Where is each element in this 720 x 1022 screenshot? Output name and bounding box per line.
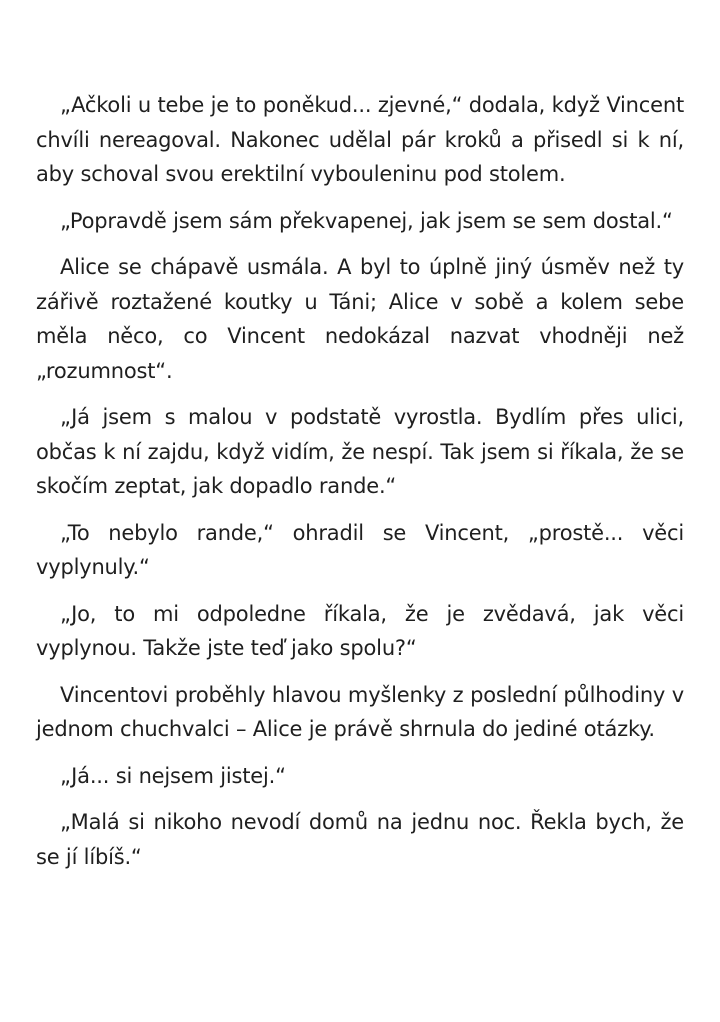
paragraph-4: „Já jsem s malou v podstatě vyrostla. Bydlím přes ulici, občas k ní zajdu, když vidím, že nespí. Tak jsem si říkala, že se skočím zeptat, jak dopadlo rande.“ (36, 405, 684, 498)
paragraph-9: „Malá si nikoho nevodí domů na jednu noc. Řekla bych, že se jí líbíš.“ (36, 810, 684, 869)
paragraph-3: Alice se chápavě usmála. A byl to úplně jiný úsměv než ty zářivě roztažené koutky u Táni; Alice v sobě a kolem sebe měla něco, co Vincent nedokázal nazvat vhodněji než „rozumnost“. (36, 255, 684, 383)
paragraph-1: „Ačkoli u tebe je to poněkud... zjevné,“ dodala, když Vincent chvíli nereagoval. Nakonec udělal pár kroků a přisedl si k ní, aby schoval svou erektilní vybouleninu pod stolem. (36, 93, 684, 186)
paragraph-5: „To nebylo rande,“ ohradil se Vincent, „prostě... věci vyplynuly.“ (36, 520, 684, 579)
paragraph-6: „Jo, to mi odpoledne říkala, že je zvědavá, jak věci vyplynou. Takže jste teď jako spolu?“ (36, 601, 684, 660)
paragraph-2: „Popravdě jsem sám překvapenej, jak jsem se sem dostal.“ (60, 208, 673, 233)
paragraph-8: „Já... si nejsem jistej.“ (60, 763, 286, 788)
paragraph-7: Vincentovi proběhly hlavou myšlenky z poslední půlhodiny v jednom chuchvalci – Alice je právě shrnula do jediné otázky. (36, 682, 684, 741)
